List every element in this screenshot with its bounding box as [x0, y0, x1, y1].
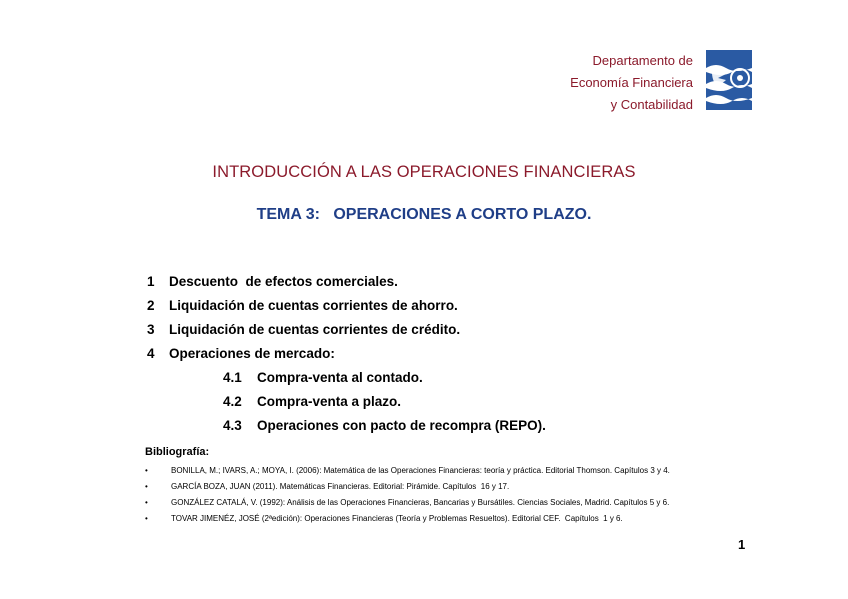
dept-line-2: Economía Financiera [570, 75, 693, 90]
outline-item [147, 270, 546, 294]
bibliography-item [145, 479, 670, 495]
outline-subitem [147, 390, 546, 414]
outline-item [147, 342, 546, 366]
bibliography-item [145, 463, 670, 479]
page-number: 1 [738, 537, 746, 552]
topic-outline [147, 270, 546, 438]
dept-line-3: y Contabilidad [610, 97, 693, 112]
outline-subitem [147, 366, 546, 390]
bibliography-text: TOVAR JIMENÉZ, JOSÉ (2ªedición): Operaciones Financieras (Teoría y Problemas Resueltos). Editorial CEF. Capítulos 1 y 6. [171, 514, 623, 523]
bullet-icon: • [145, 514, 148, 523]
bibliography-item [145, 511, 670, 527]
outline-text: Compra-venta al contado. [257, 370, 423, 385]
tema-title: TEMA 3: OPERACIONES A CORTO PLAZO. [256, 206, 592, 223]
outline-number: 1 [147, 274, 155, 289]
bibliography-heading: Bibliografía: [145, 446, 210, 458]
bibliography-text: GARCÍA BOZA, JUAN (2011). Matemáticas Financieras. Editorial: Pirámide. Capítulos 16 y 17. [171, 482, 510, 491]
outline-number: 4 [147, 346, 155, 361]
outline-number: 4.3 [223, 418, 242, 433]
bullet-icon: • [145, 466, 148, 475]
outline-item [147, 294, 546, 318]
bibliography-item [145, 495, 670, 511]
outline-text: Operaciones de mercado: [169, 346, 335, 361]
bullet-icon: • [145, 482, 148, 491]
outline-number: 4.2 [223, 394, 242, 409]
efc-logo [706, 50, 752, 110]
dept-line-1: Departamento de [592, 53, 693, 68]
bibliography-text: BONILLA, M.; IVARS, A.; MOYA, I. (2006): Matemática de las Operaciones Financieras: teoría y práctica. Editorial Thomson. Capítulos 3 y 4. [171, 466, 670, 475]
outline-text: Liquidación de cuentas corrientes de crédito. [169, 322, 461, 337]
outline-subitem [147, 414, 546, 438]
outline-text: Descuento de efectos comerciales. [169, 274, 398, 289]
outline-text: Compra-venta a plazo. [257, 394, 402, 409]
course-title: INTRODUCCIÓN A LAS OPERACIONES FINANCIERAS [212, 163, 636, 181]
bullet-icon: • [145, 498, 148, 507]
bibliography-list [145, 463, 670, 527]
department-header [570, 50, 693, 116]
outline-number: 2 [147, 298, 155, 313]
outline-number: 3 [147, 322, 155, 337]
outline-text: Liquidación de cuentas corrientes de ahorro. [169, 298, 458, 313]
outline-number: 4.1 [223, 370, 242, 385]
outline-item [147, 318, 546, 342]
bibliography-text: GONZÁLEZ CATALÁ, V. (1992): Análisis de las Operaciones Financieras, Bancarias y Bursátiles. Ciencias Sociales, Madrid. Capítulos 5 y 6. [171, 498, 670, 507]
outline-text: Operaciones con pacto de recompra (REPO). [257, 418, 546, 433]
